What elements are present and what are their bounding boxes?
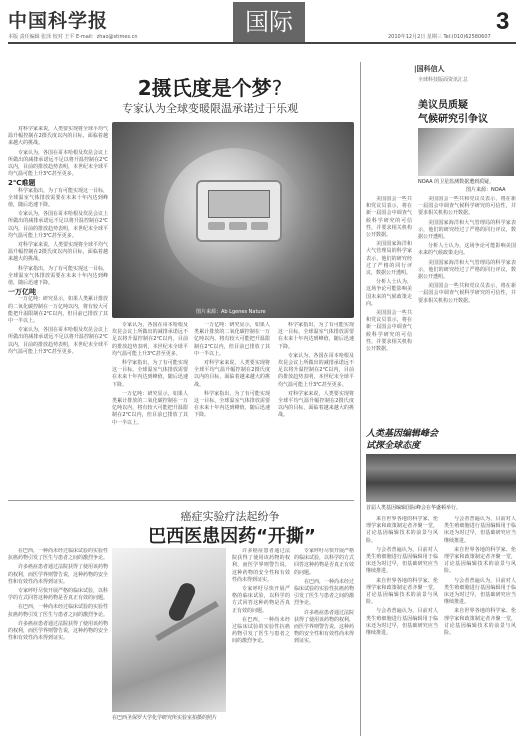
bottom-paragraph: 在巴西，一种尚未经过临床试验的实验性抗癌药物引发了医生与患者之间的激烈争论。 — [8, 548, 108, 562]
sidebar-paragraph: 来自世界各地的科学家、伦理学家和政策制定者齐聚一堂，讨论基因编辑技术的前景与风险。 — [444, 546, 516, 575]
sidebar-paragraph: 来自世界各地的科学家、伦理学家和政策制定者齐聚一堂，讨论基因编辑技术的前景与风险。 — [366, 516, 438, 544]
bottom-paragraph: 许多癌症患者通过法院获得了使用该药物的权利，而医学界则警告说，这种药物的安全性和有效性尚未得到证实。 — [232, 548, 290, 583]
main-headline-text: 2摄氏度是个梦 — [137, 76, 272, 100]
bottom-kicker: 癌症实验疗法起纷争 — [180, 510, 280, 523]
main-headline — [70, 72, 350, 101]
sidebar-divider — [360, 62, 361, 736]
main-paragraph: 科学家指出，为了有可能实现这一目标，全球温室气体排放需要在未来十年内达到峰值，随后迅速下降。 — [278, 322, 354, 350]
section-title: 国际 — [233, 2, 305, 42]
main-article-column-3 — [194, 322, 270, 494]
sidebar-paragraph: 美国国会一些共和党议员表示，将在新一届国会中调查气候科学研究的可信性，并要求相关机构公开数据。 — [418, 283, 516, 304]
sidebar-column-sub: 全球科技版面资讯汇总 — [418, 77, 469, 83]
thermostat-icon — [196, 180, 282, 242]
sidebar-image-credit: 图片来源：NOAA — [466, 187, 506, 193]
main-paragraph: 对科学家来说，人类要实现将全球平均气温升幅控制在2摄氏度以内的目标，面临着越来越大的挑战。 — [194, 360, 270, 388]
bottom-paragraph: 在巴西，一种尚未经过临床试验的实验性抗癌药物引发了医生与患者之间的激烈争论。 — [8, 604, 108, 618]
editor-line: 本版 责任编辑 张泽 校对 王平 E-mail：zhao@stimes.cn — [8, 34, 138, 40]
bottom-paragraph: 专家呼吁尽快开展严格的临床试验，以科学的方式回答这种药物是否真正有效的问题。 — [8, 588, 108, 602]
sidebar-paragraph: 美国国家海洋和大气管理局的科学家表示，他们的研究经过了严格的同行评议，数据公开透明。 — [366, 241, 412, 277]
sidebar-image-summit — [366, 454, 516, 502]
main-paragraph: 一万亿吨：研究显示，如果人类累计排放的二氧化碳控制在一万亿吨以内，将有较大可能把升温限制在2℃以内，但目前已排放了其中一半以上。 — [194, 322, 270, 357]
sidebar-paragraph: 美国国会一些共和党议员表示，将在新一届国会中调查气候科学研究的可信性，并要求相关机构公开数据。 — [366, 310, 412, 353]
bottom-image-pill-tweezers — [112, 548, 226, 712]
sidebar-headline-2: 气候研究引争议 — [418, 114, 488, 125]
masthead: 中国科学报 — [8, 10, 109, 32]
page-number: 3 — [496, 8, 510, 35]
main-paragraph: 一万亿吨：研究显示，如果人类累计排放的二氧化碳控制在一万亿吨以内，将有较大可能把升温限制在2℃以内，但目前已排放了其中一半以上。 — [8, 296, 108, 325]
main-subheadline: 专家认为全球变暖限温承诺过于乐观 — [122, 102, 298, 115]
sidebar-headline-b-1: 人类基因编辑峰会 — [366, 429, 439, 439]
thermostat-screen — [208, 190, 270, 218]
sidebar-paragraph: 来自世界各地的科学家、伦理学家和政策制定者齐聚一堂，讨论基因编辑技术的前景与风险。 — [366, 577, 438, 606]
main-headline-mark: ? — [271, 76, 283, 100]
sidebar-column-right — [418, 196, 516, 424]
bottom-paragraph: 许多癌症患者通过法院获得了使用该药物的权利，而医学界则警告说，这种药物的安全性和有效性尚未得到证实。 — [8, 620, 108, 642]
sidebar-b-column-right — [444, 516, 516, 738]
main-paragraph: 专家认为，各国在哥本哈根及坎昆会议上所做出的减排承诺远不足以将升温控制在2℃以内，目前的排放趋势表明，本世纪末全球平均气温可能上升3℃甚至更多。 — [278, 352, 354, 388]
sidebar-paragraph: 美国国家海洋和大气管理局的科学家表示，他们的研究经过了严格的同行评议，数据公开透明。 — [418, 259, 516, 281]
section-head: 2℃难题 — [8, 179, 36, 188]
main-paragraph: 对科学家来说，人类要实现将全球平均气温升幅控制在2摄氏度以内的目标，面临着越来越大的挑战。 — [8, 242, 108, 263]
sidebar-image-caption: NOAA 的卫星监测数据遭到质疑。 — [418, 179, 495, 185]
bottom-paragraph: 许多癌症患者通过法院获得了使用该药物的权利，而医学界则警告说，这种药物的安全性和有效性尚未得到证实。 — [294, 609, 354, 645]
main-paragraph: 专家认为，各国在哥本哈根及坎昆会议上所做出的减排承诺远不足以将升温控制在2℃以内，目前的排放趋势表明，本世纪末全球平均气温可能上升3℃甚至更多。 — [8, 149, 108, 178]
bottom-paragraph: 许多癌症患者通过法院获得了使用该药物的权利，而医学界则警告说，这种药物的安全性和有效性尚未得到证实。 — [8, 564, 108, 585]
bottom-column-2 — [232, 548, 290, 738]
bottom-headline: 巴西医患因药“开撕” — [148, 526, 316, 547]
sidebar-paragraph: 美国国家海洋和大气管理局的科学家表示，他们的研究经过了严格的同行评议，数据公开透明。 — [418, 219, 516, 241]
header-rule — [8, 42, 516, 44]
sidebar-paragraph: 来自世界各地的科学家、伦理学家和政策制定者齐聚一堂，讨论基因编辑技术的前景与风险。 — [444, 608, 516, 637]
main-paragraph: 科学家指出，为了有可能实现这一目标，全球温室气体排放需要在未来十年内达到峰值，随后迅速下降。 — [8, 187, 108, 209]
hero-image-credit: 图片来源：Ab Lgenes Nature — [196, 309, 266, 315]
sidebar-paragraph: 美国国会一些共和党议员表示，将在新一届国会中调查气候科学研究的可信性，并要求相关机构公开数据。 — [418, 196, 516, 217]
sidebar-paragraph: 分析人士认为，这场争论可能影响美国未来的气候政策走向。 — [418, 243, 516, 257]
main-paragraph: 一万亿吨：研究显示，如果人类累计排放的二氧化碳控制在一万亿吨以内，将有较大可能把升温限制在2℃以内，但目前已排放了其中一半以上。 — [112, 390, 188, 426]
thermostat-buttons — [208, 222, 268, 230]
bottom-column-3 — [294, 548, 354, 738]
sidebar-paragraph: 与会者普遍认为，目前对人类生殖细胞进行基因编辑用于临床还为时过早，但基础研究应当继续推进。 — [444, 516, 516, 544]
bottom-column-1 — [8, 548, 108, 738]
main-paragraph: 科学家指出，为了有可能实现这一目标，全球温室气体排放需要在未来十年内达到峰值，随后迅速下降。 — [112, 360, 188, 388]
main-paragraph: 专家认为，各国在哥本哈根及坎昆会议上所做出的减排承诺远不足以将升温控制在2℃以内，目前的排放趋势表明，本世纪末全球平均气温可能上升3℃甚至更多。 — [8, 211, 108, 239]
sidebar-column-name: |国科信人 — [414, 65, 445, 73]
section-head: 一万亿吨 — [8, 288, 36, 297]
sidebar-column-left — [366, 196, 412, 424]
bottom-separator — [8, 500, 354, 501]
date-line: 2010年12月2日 星期三 Tel:(010)62580607 — [388, 34, 491, 40]
main-paragraph: 对科学家来说，人类要实现将全球平均气温升幅控制在2摄氏度以内的目标，面临着越来越大的挑战。 — [278, 390, 354, 419]
bottom-paragraph: 专家呼吁尽快开展严格的临床试验，以科学的方式回答这种药物是否真正有效的问题。 — [232, 586, 290, 614]
main-article-column-1 — [8, 126, 108, 478]
sidebar-headline-1: 美议员质疑 — [418, 100, 468, 111]
main-paragraph: 科学家指出，为了有可能实现这一目标，全球温室气体排放需要在未来十年内达到峰值，随后迅速下降。 — [194, 390, 270, 419]
bottom-paragraph: 专家呼吁尽快开展严格的临床试验，以科学的方式回答这种药物是否真正有效的问题。 — [294, 548, 354, 576]
hero-image-globe-thermostat — [112, 122, 354, 318]
sidebar-b-column-left — [366, 516, 438, 738]
sidebar-image-b-caption: 首届人类基因编辑国际峰会在华盛顿举行。 — [366, 505, 462, 511]
sidebar-paragraph: 美国国会一些共和党议员表示，将在新一届国会中调查气候科学研究的可信性，并要求相关机构公开数据。 — [366, 196, 412, 239]
main-paragraph: 科学家指出，为了有可能实现这一目标，全球温室气体排放需要在未来十年内达到峰值，随后迅速下降。 — [8, 265, 108, 287]
main-paragraph: 对科学家来说，人类要实现将全球平均气温升幅控制在2摄氏度以内的目标，面临着越来越大的挑战。 — [8, 126, 108, 147]
sidebar-paragraph: 与会者普遍认为，目前对人类生殖细胞进行基因编辑用于临床还为时过早，但基础研究应当继续推进。 — [366, 608, 438, 637]
bottom-image-credit: 在巴西圣保罗大学化学研究所实验室拍摄的照片 — [112, 715, 218, 721]
sidebar-image-ship — [418, 128, 514, 176]
main-article-column-4 — [278, 322, 354, 494]
sidebar-headline-b-2: 试探全球态度 — [366, 441, 421, 451]
main-paragraph: 专家认为，各国在哥本哈根及坎昆会议上所做出的减排承诺远不足以将升温控制在2℃以内，目前的排放趋势表明，本世纪末全球平均气温可能上升3℃甚至更多。 — [8, 327, 108, 355]
bottom-paragraph: 在巴西，一种尚未经过临床试验的实验性抗癌药物引发了医生与患者之间的激烈争论。 — [294, 578, 354, 607]
main-paragraph: 专家认为，各国在哥本哈根及坎昆会议上所做出的减排承诺远不足以将升温控制在2℃以内，目前的排放趋势表明，本世纪末全球平均气温可能上升3℃甚至更多。 — [112, 322, 188, 357]
sidebar-paragraph: 与会者普遍认为，目前对人类生殖细胞进行基因编辑用于临床还为时过早，但基础研究应当继续推进。 — [444, 577, 516, 606]
sidebar-paragraph: 与会者普遍认为，目前对人类生殖细胞进行基因编辑用于临床还为时过早，但基础研究应当继续推进。 — [366, 546, 438, 575]
sidebar-paragraph: 分析人士认为，这场争论可能影响美国未来的气候政策走向。 — [366, 279, 412, 307]
main-article-column-2 — [112, 322, 188, 494]
bottom-paragraph: 在巴西，一种尚未经过临床试验的实验性抗癌药物引发了医生与患者之间的激烈争论。 — [232, 616, 290, 645]
